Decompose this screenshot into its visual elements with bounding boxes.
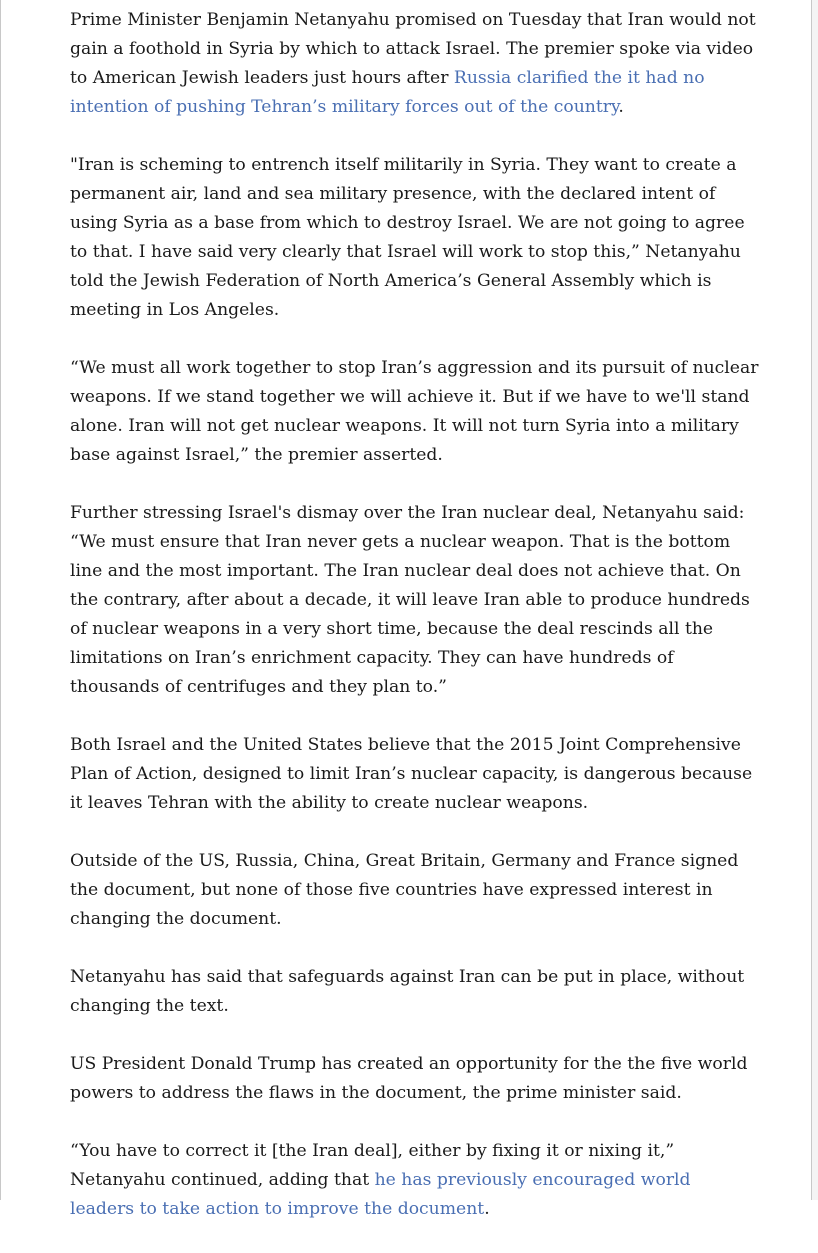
paragraph-6: Outside of the US, Russia, China, Great Britain, Germany and France signed the document, but none of those five countries have expressed interest in changing the document. <box>70 851 739 929</box>
paragraph-1 <box>70 6 760 122</box>
paragraph-1-text: Prime Minister Benjamin Netanyahu promised on Tuesday that Iran would not gain a foothold in Syria by which to attack Israel. The premier spoke via video to American Jewish leaders just hours after <box>70 10 756 88</box>
paragraph-9 <box>70 1137 760 1224</box>
paragraph-8: US President Donald Trump has created an opportunity for the the five world powers to address the flaws in the document, the prime minister said. <box>70 1054 748 1103</box>
paragraph-5: Both Israel and the United States believe that the 2015 Joint Comprehensive Plan of Action, designed to limit Iran’s nuclear capacity, is dangerous because it leaves Tehran with the ability to create nuclear weapons. <box>70 735 753 813</box>
paragraph-2: "Iran is scheming to entrench itself militarily in Syria. They want to create a permanent air, land and sea military presence, with the declared intent of using Syria as a base from which to destroy Israel. We are not going to agree to that. I have said very clearly that Israel will work to stop this,” Netanyahu told the Jewish Federation of North America’s General Assembly which is meeting in Los Angeles. <box>70 155 745 320</box>
scrollbar-track[interactable] <box>812 0 818 1200</box>
russia-clarified-link[interactable]: Russia clarified the it had no intention of pushing Tehran’s military forces out of the country <box>70 68 705 117</box>
paragraph-1-end: . <box>618 97 624 117</box>
paragraph-3: “We must all work together to stop Iran’s aggression and its pursuit of nuclear weapons. If we stand together we will achieve it. But if we have to we'll stand alone. Iran will not get nuclear weapons. It will not turn Syria into a military base against Israel,” the premier asserted. <box>70 358 759 465</box>
encouraged-world-leaders-link[interactable]: he has previously encouraged world leaders to take action to improve the document <box>70 1170 691 1219</box>
paragraph-9-text: “You have to correct it [the Iran deal], either by fixing it or nixing it,” Netanyahu continued, adding that <box>70 1141 675 1190</box>
article-body <box>70 6 760 1253</box>
paragraph-7: Netanyahu has said that safeguards against Iran can be put in place, without changing the text. <box>70 967 745 1016</box>
paragraph-4: Further stressing Israel's dismay over the Iran nuclear deal, Netanyahu said: “We must ensure that Iran never gets a nuclear weapon. That is the bottom line and the most important. The Iran nuclear deal does not achieve that. On the contrary, after about a decade, it will leave Iran able to produce hundreds of nuclear weapons in a very short time, because the deal rescinds all the limitations on Iran’s enrichment capacity. They can have hundreds of thousands of centrifuges and they plan to.” <box>70 503 750 697</box>
paragraph-9-end: . <box>484 1199 490 1219</box>
